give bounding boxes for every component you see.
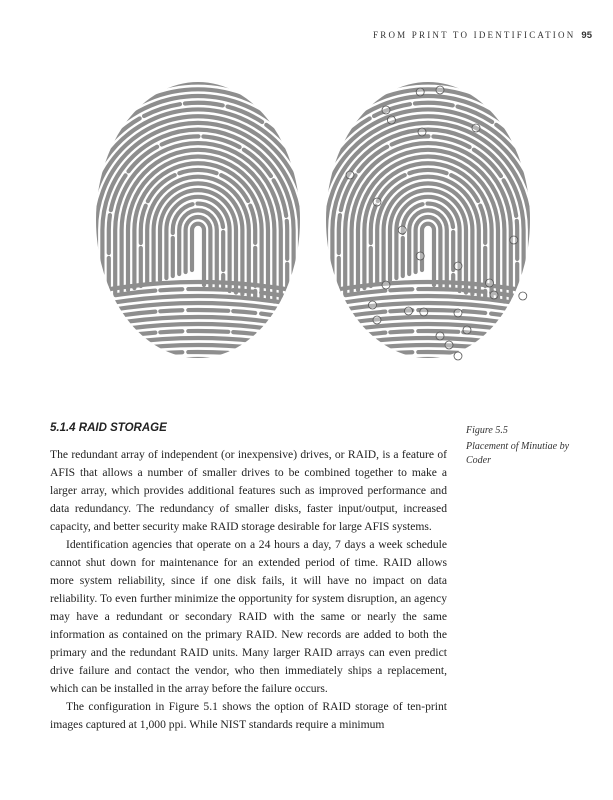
minutia-circle	[420, 308, 428, 316]
minutia-circle	[373, 316, 381, 324]
minutia-circle	[436, 86, 444, 94]
minutia-circle	[436, 332, 444, 340]
minutia-circle	[405, 307, 413, 315]
minutia-circle	[387, 116, 395, 124]
figure-caption	[466, 424, 581, 470]
minutia-circle	[416, 252, 424, 260]
ridge-line	[377, 177, 479, 296]
ridge-line	[186, 217, 211, 287]
ridge-line	[147, 177, 249, 296]
minutia-circle	[416, 88, 424, 96]
minutia-circle	[382, 106, 390, 114]
figure-caption-text: Placement of Minutiae by Coder	[466, 441, 570, 466]
minutia-circle	[454, 262, 462, 270]
minutia-circle	[346, 171, 354, 179]
running-head	[373, 30, 592, 41]
page-number: 95	[581, 30, 592, 41]
minutia-circle	[463, 326, 471, 334]
running-head-title: FROM PRINT TO IDENTIFICATION	[373, 30, 576, 40]
paragraph-1: The redundant array of independent (or inexpensive) drives, or RAID, is a feature of AFIS that allows a number of smaller drives to be combined together to make a larger array, which provides additional features such as improved performance and data redundancy. The redundancy of smaller disks, faster input/output, increased capacity, and better security make RAID storage desirable for large AFIS systems.	[50, 448, 447, 533]
paragraph-3: The configuration in Figure 5.1 shows the option of RAID storage of ten-print images captured at 1,000 ppi. While NIST standards require a minimum	[50, 700, 447, 731]
minutia-circle	[382, 281, 390, 289]
ridge-line	[93, 359, 303, 365]
minutia-circle	[490, 291, 498, 299]
minutia-circle	[454, 309, 462, 317]
minutia-circle	[398, 226, 406, 234]
fingerprint-left-image	[93, 80, 303, 365]
section-heading: 5.1.4 RAID STORAGE	[50, 422, 167, 434]
minutia-circle	[510, 236, 518, 244]
minutia-circle	[472, 124, 480, 132]
minutia-circle	[519, 292, 527, 300]
figure-number: Figure 5.5	[466, 425, 508, 436]
ridge-line	[323, 359, 533, 365]
minutia-circle	[486, 279, 494, 287]
minutia-circle	[418, 128, 426, 136]
fingerprint-right-svg	[323, 80, 533, 365]
fingerprint-right-image	[323, 80, 533, 365]
minutia-circle	[445, 341, 453, 349]
minutia-circle	[454, 352, 462, 360]
fingerprint-left-svg	[93, 80, 303, 365]
ridge-line	[192, 224, 204, 285]
minutia-circle	[369, 301, 377, 309]
paragraph-2: Identification agencies that operate on a 24 hours a day, 7 days a week schedule cannot shut down for maintenance for an extended period of time. RAID allows more system reliability, since if one disk fails, it will have no impact on data reliability. To even further minimize the opportunity for system disruption, an agency may have a redundant or secondary RAID with the same or nearly the same information as contained on the primary RAID. New records are added to both the primary and the redundant RAID units. Many larger RAID arrays can even predict drive failure and contact the vendor, who then immediately ships a replacement, which can be installed in the array before the failure occurs.	[50, 538, 447, 695]
body-text	[50, 446, 447, 734]
minutia-circle	[373, 198, 381, 206]
